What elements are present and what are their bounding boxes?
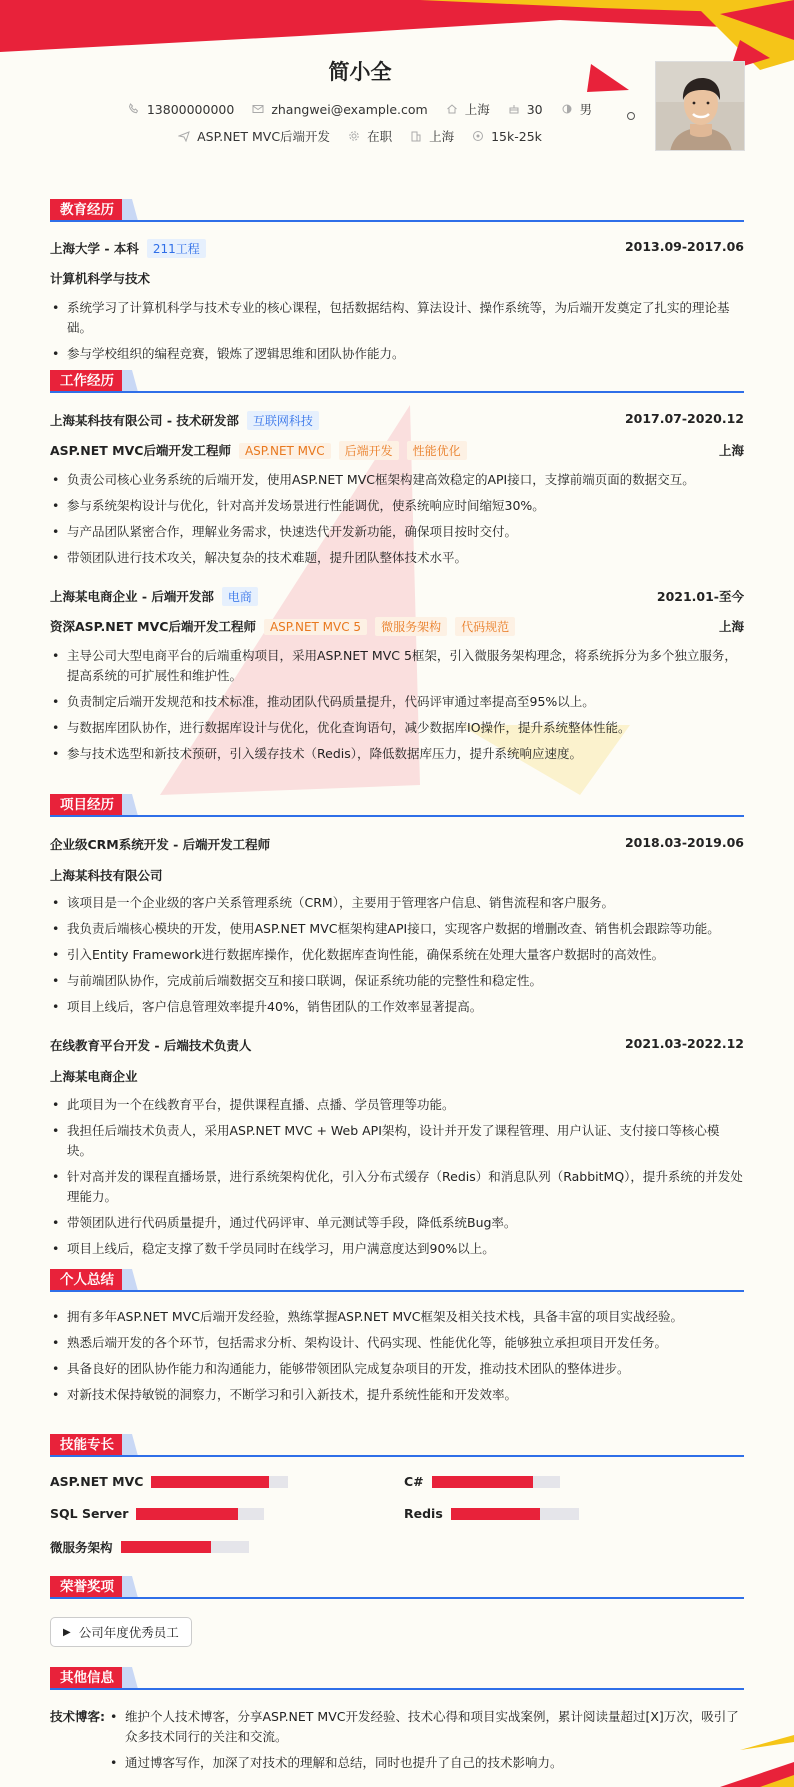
section-title-education: 教育经历 — [50, 199, 124, 221]
award-text: 公司年度优秀员工 — [78, 1625, 179, 1640]
skill-tag: ASP.NET MVC — [239, 443, 331, 459]
skill-tag: 后端开发 — [339, 441, 399, 460]
list-item: • 带领团队进行代码质量提升，通过代码评审、单元测试等手段，降低系统Bug率。 — [50, 1213, 744, 1233]
project-name-row — [50, 835, 744, 853]
skill-bar-fill — [136, 1508, 237, 1520]
skill-redis — [404, 1506, 579, 1521]
skill-bar — [151, 1476, 288, 1488]
education-school-row — [50, 239, 744, 258]
section-rule — [50, 220, 744, 222]
section-tail-decoration — [122, 1576, 144, 1598]
gender-text: 男 — [579, 102, 593, 117]
salary-info — [472, 129, 542, 144]
age-text: 30 — [526, 101, 543, 117]
list-item: • 我担任后端技术负责人，采用ASP.NET MVC + Web API架构，设计并开发了课程管理、用户认证、支付接口等核心模块。 — [50, 1121, 744, 1161]
section-tail-decoration — [122, 199, 144, 221]
section-tail-decoration — [122, 794, 144, 816]
other-label: 技术博客: — [50, 1709, 105, 1724]
section-title-summary: 个人总结 — [50, 1269, 124, 1291]
list-item: • 该项目是一个企业级的客户关系管理系统（CRM），主要用于管理客户信息、销售流程和客户服务。 — [50, 893, 744, 913]
list-item: • 我负责后端核心模块的开发，使用ASP.NET MVC框架构建API接口，实现客户数据的增删改查、销售机会跟踪等功能。 — [50, 919, 744, 939]
work-industry-tag: 互联网科技 — [247, 411, 319, 430]
skill-bar — [136, 1508, 264, 1520]
job-intent-row — [0, 127, 720, 145]
list-item: • 参与学校组织的编程竞赛，锻炼了逻辑思维和团队协作能力。 — [50, 344, 744, 364]
cake-icon — [508, 103, 520, 115]
home-icon — [446, 103, 458, 115]
work-title-row — [50, 617, 744, 636]
work-company: 上海某电商企业 - 后端开发部 — [50, 589, 214, 604]
work-city: 上海 — [718, 619, 744, 634]
list-item: • 与前端团队协作，完成前后端数据交互和接口联调，保证系统功能的完整性和稳定性。 — [50, 971, 744, 991]
list-item: • 引入Entity Framework进行数据库操作，优化数据库查询性能，确保系统在处理大量客户数据时的高效性。 — [50, 945, 744, 965]
gender-info — [561, 100, 593, 118]
skill-bar-fill — [121, 1541, 212, 1553]
skill-csharp — [404, 1474, 560, 1489]
work-title: ASP.NET MVC后端开发工程师 — [50, 443, 231, 458]
work-title-row — [50, 441, 744, 460]
section-skills — [50, 1434, 744, 1456]
skill-tag: 代码规范 — [455, 617, 515, 636]
skill-tag: ASP.NET MVC 5 — [264, 619, 367, 635]
mail-icon — [252, 103, 264, 115]
work-city: 上海 — [718, 443, 744, 458]
profile-photo — [655, 61, 745, 151]
skill-bar-fill — [151, 1476, 269, 1488]
section-projects — [50, 794, 744, 816]
phone-icon — [128, 103, 140, 115]
work-bullets — [50, 470, 744, 574]
skill-name: 微服务架构 — [50, 1540, 113, 1555]
school-tag: 211工程 — [147, 239, 206, 258]
phone-info — [128, 102, 234, 117]
target-city-info — [410, 127, 454, 145]
list-item: • 针对高并发的课程直播场景，进行系统架构优化，引入分布式缓存（Redis）和消息队列（RabbitMQ），提升系统的并发处理能力。 — [50, 1167, 744, 1207]
skill-bar — [121, 1541, 249, 1553]
email-info — [252, 102, 427, 117]
target-job-text: ASP.NET MVC后端开发 — [197, 129, 331, 144]
play-icon: ▶ — [63, 1626, 71, 1638]
skill-bar — [451, 1508, 579, 1520]
project-bullets — [50, 893, 744, 1023]
email-text: zhangwei@example.com — [271, 101, 428, 117]
work-company-row — [50, 411, 744, 430]
section-education — [50, 199, 744, 221]
list-item: • 带领团队进行技术攻关，解决复杂的技术难题，提升团队整体技术水平。 — [50, 548, 744, 568]
project-name: 企业级CRM系统开发 - 后端开发工程师 — [50, 837, 271, 852]
list-item: • 系统学习了计算机科学与技术专业的核心课程，包括数据结构、算法设计、操作系统等，为后端开发奠定了扎实的理论基础。 — [50, 298, 744, 338]
section-rule — [50, 815, 744, 817]
section-title-skills: 技能专长 — [50, 1434, 124, 1456]
section-rule — [50, 391, 744, 393]
gender-icon — [561, 103, 573, 115]
target-city-text: 上海 — [429, 129, 455, 144]
list-item: • 参与技术选型和新技术预研，引入缓存技术（Redis），降低数据库压力，提升系统响应速度。 — [50, 744, 744, 764]
list-item: • 负责公司核心业务系统的后端开发，使用ASP.NET MVC框架构建高效稳定的API接口，支撑前端页面的数据交互。 — [50, 470, 744, 490]
section-rule — [50, 1455, 744, 1457]
work-title: 资深ASP.NET MVC后端开发工程师 — [50, 619, 256, 634]
section-work — [50, 370, 744, 392]
list-item: • 项目上线后，稳定支撑了数千学员同时在线学习，用户满意度达到90%以上。 — [50, 1239, 744, 1259]
work-industry-tag: 电商 — [222, 587, 258, 606]
section-tail-decoration — [122, 370, 144, 392]
skill-sql-server — [50, 1506, 264, 1521]
section-other — [50, 1667, 744, 1689]
list-item: • 与产品团队紧密合作，理解业务需求，快速迭代开发新功能，确保项目按时交付。 — [50, 522, 744, 542]
school-name: 上海大学 - 本科 — [50, 241, 139, 256]
list-item: • 具备良好的团队协作能力和沟通能力，能够带领团队完成复杂项目的开发，推动技术团队的整体进步。 — [50, 1359, 744, 1379]
list-item: • 负责制定后端开发规范和技术标准，推动团队代码质量提升，代码评审通过率提高至95%以上。 — [50, 692, 744, 712]
education-major: 计算机科学与技术 — [50, 271, 151, 286]
list-item: • 项目上线后，客户信息管理效率提升40%，销售团队的工作效率显著提高。 — [50, 997, 744, 1017]
section-tail-decoration — [122, 1667, 144, 1689]
city-text: 上海 — [464, 102, 490, 117]
section-rule — [50, 1688, 744, 1690]
other-bullets — [108, 1707, 744, 1779]
age-info — [508, 102, 543, 117]
list-item: • 熟悉后端开发的各个环节，包括需求分析、架构设计、代码实现、性能优化等，能够独立承担项目开发任务。 — [50, 1333, 744, 1353]
list-item: • 此项目为一个在线教育平台，提供课程直播、点播、学员管理等功能。 — [50, 1095, 744, 1115]
list-item: • 对新技术保持敏锐的洞察力，不断学习和引入新技术，提升系统性能和开发效率。 — [50, 1385, 744, 1405]
project-name-row — [50, 1036, 744, 1054]
skill-aspnet-mvc — [50, 1474, 288, 1489]
work-date: 2017.07-2020.12 — [624, 411, 744, 426]
skill-name: SQL Server — [50, 1506, 129, 1521]
skill-bar-fill — [451, 1508, 541, 1520]
contact-row — [0, 100, 720, 118]
skill-name: ASP.NET MVC — [50, 1474, 144, 1489]
skill-bar-fill — [432, 1476, 533, 1488]
project-date: 2018.03-2019.06 — [624, 835, 744, 850]
list-item: • 参与系统架构设计与优化，针对高并发场景进行性能调优，使系统响应时间缩短30%。 — [50, 496, 744, 516]
list-item: • 主导公司大型电商平台的后端重构项目，采用ASP.NET MVC 5框架，引入微服务架构理念，将系统拆分为多个独立服务，提高系统的可扩展性和维护性。 — [50, 646, 744, 686]
project-date: 2021.03-2022.12 — [624, 1036, 744, 1051]
skill-bar — [432, 1476, 560, 1488]
skill-tag: 微服务架构 — [375, 617, 447, 636]
work-bullets — [50, 646, 744, 770]
work-company-row — [50, 587, 744, 606]
section-title-work: 工作经历 — [50, 370, 124, 392]
section-title-other: 其他信息 — [50, 1667, 124, 1689]
summary-bullets — [50, 1307, 744, 1411]
candidate-name: 简小全 — [328, 60, 392, 84]
section-title-projects: 项目经历 — [50, 794, 124, 816]
list-item: • 通过博客写作，加深了对技术的理解和总结，同时也提升了自己的技术影响力。 — [108, 1753, 744, 1773]
education-bullets — [50, 298, 744, 370]
education-date: 2013.09-2017.06 — [624, 239, 744, 254]
list-item: • 与数据库团队协作，进行数据库设计与优化，优化查询语句，减少数据库IO操作，提升系统整体性能。 — [50, 718, 744, 738]
gear-icon — [348, 130, 360, 142]
target-job-info — [178, 127, 330, 145]
section-tail-decoration — [122, 1434, 144, 1456]
skill-microservices — [50, 1538, 249, 1556]
status-info — [348, 127, 392, 145]
list-item: • 拥有多年ASP.NET MVC后端开发经验，熟练掌握ASP.NET MVC框架及相关技术栈，具备丰富的项目实战经验。 — [50, 1307, 744, 1327]
status-text: 在职 — [367, 129, 393, 144]
city-info — [446, 100, 490, 118]
building-icon — [410, 130, 422, 142]
section-summary — [50, 1269, 744, 1291]
salary-text: 15k-25k — [491, 128, 542, 144]
section-awards — [50, 1576, 744, 1598]
section-rule — [50, 1290, 744, 1292]
work-date: 2021.01-至今 — [656, 589, 744, 604]
skill-tag: 性能优化 — [407, 441, 467, 460]
skill-name: Redis — [404, 1506, 443, 1521]
section-rule — [50, 1597, 744, 1599]
phone-text: 13800000000 — [146, 101, 235, 117]
project-name: 在线教育平台开发 - 后端技术负责人 — [50, 1038, 252, 1053]
work-company: 上海某科技有限公司 - 技术研发部 — [50, 413, 239, 428]
section-title-awards: 荣誉奖项 — [50, 1576, 124, 1598]
project-bullets — [50, 1095, 744, 1265]
plane-icon — [178, 130, 190, 142]
award-badge — [50, 1617, 192, 1647]
money-icon — [472, 130, 484, 142]
list-item: • 维护个人技术博客，分享ASP.NET MVC开发经验、技术心得和项目实战案例，累计阅读量超过[X]万次，吸引了众多技术同行的关注和交流。 — [108, 1707, 744, 1747]
project-company: 上海某电商企业 — [50, 1069, 138, 1084]
project-company: 上海某科技有限公司 — [50, 868, 163, 883]
skill-name: C# — [404, 1474, 424, 1489]
section-tail-decoration — [122, 1269, 144, 1291]
